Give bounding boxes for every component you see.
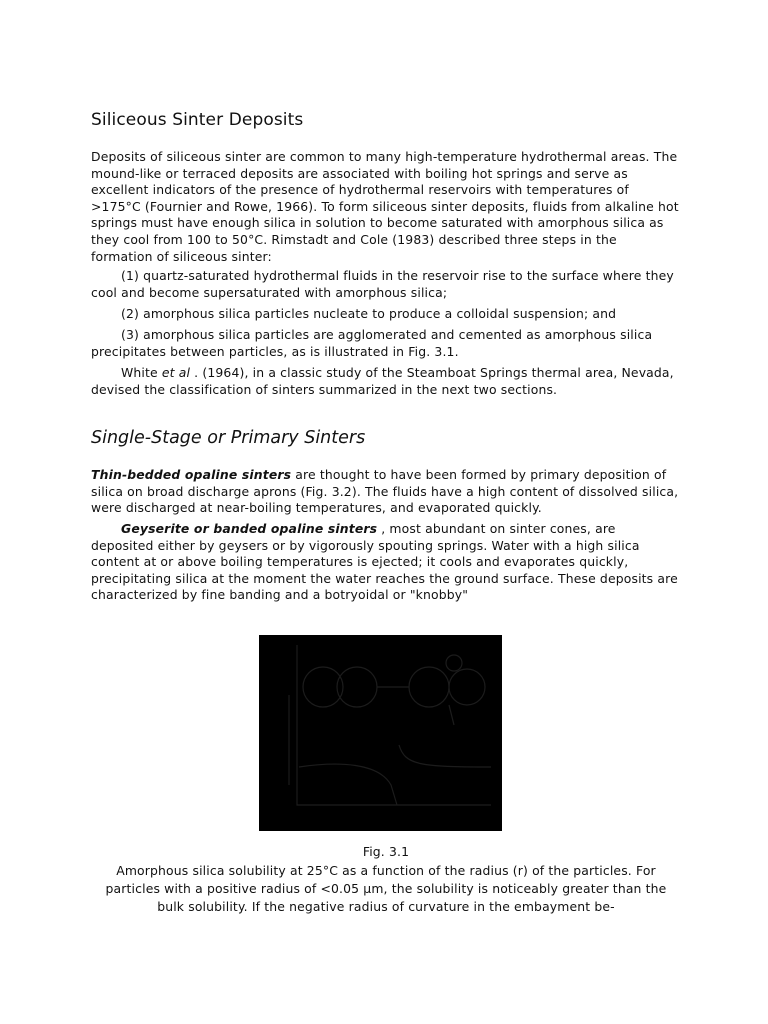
white-text-start: White [121, 365, 162, 380]
pointer-line [449, 705, 454, 725]
step-1-paragraph: (1) quartz-saturated hydrothermal fluids in the reservoir rise to the surface where they cool and become supersaturated with amorphous silica; [91, 268, 674, 300]
section-title-primary-sinters: Single-Stage or Primary Sinters [91, 428, 366, 448]
figure-number: Fig. 3.1 [362, 844, 410, 859]
particle-circle-small [446, 655, 462, 671]
thin-bedded-term: Thin-bedded opaline sinters [91, 467, 292, 482]
particle-circle-right-b [449, 669, 485, 705]
figure-caption: Amorphous silica solubility at 25°C as a function of the radius (r) of the particles. For particles with a positive radius of <0.05 µm, the solubility is noticeably greater than the bulk solubility. If the negative radius of curvature in the embayment be- [105, 863, 667, 914]
axes-lines [297, 645, 491, 805]
white-text-end: . (1964), in a classic study of the Steamboat Springs thermal area, Nevada, devised the classification of sinters summarized in the next two sections. [91, 365, 674, 397]
step-3-paragraph: (3) amorphous silica particles are agglomerated and cemented as amorphous silica precipitates between particles, as is illustrated in Fig. 3.1. [91, 327, 653, 359]
thin-bedded-paragraph [91, 467, 681, 517]
thin-bedded-text: are thought to have been formed by primary deposition of silica on broad discharge aprons (Fig. 3.2). The fluids have a high content of dissolved silica, were discharged at near-boiling temperatures, and evaporated quickly. [91, 467, 679, 516]
section-title-siliceous-sinter: Siliceous Sinter Deposits [91, 110, 304, 130]
step-2-paragraph: (2) amorphous silica particles nucleate to produce a colloidal suspension; and [121, 306, 617, 321]
solubility-curve-positive [299, 764, 397, 805]
et-al-text: et al [161, 365, 191, 380]
geyserite-term: Geyserite or banded opaline sinters [121, 521, 378, 536]
figure-3-1-image [259, 635, 502, 831]
solubility-diagram-graphic [259, 635, 502, 831]
geyserite-text: , most abundant on sinter cones, are deposited either by geysers or by vigorously spouting springs. Water with a high silica content at or above boiling temperatures is ejected; it cools and evaporates quickly, precipitating silica at the moment the water reaches the ground surface. These deposits are characterized by fine banding and a botryoidal or "knobby" [91, 521, 678, 603]
particle-circle-right-a [409, 667, 449, 707]
solubility-curve-negative [399, 745, 491, 767]
geyserite-paragraph [91, 521, 681, 604]
intro-paragraph: Deposits of siliceous sinter are common to many high-temperature hydrothermal areas. The mound-like or terraced deposits are associated with boiling hot springs and serve as excellent indicators of the presence of hydrothermal reservoirs with temperatures of >175°C (Fournier and Rowe, 1966). To form siliceous sinter deposits, fluids from alkaline hot springs must have enough silica in solution to become saturated with amorphous silica as they cool from 100 to 50°C. Rimstadt and Cole (1983) described three steps in the formation of siliceous sinter: [91, 149, 679, 264]
white-paragraph [91, 365, 681, 398]
